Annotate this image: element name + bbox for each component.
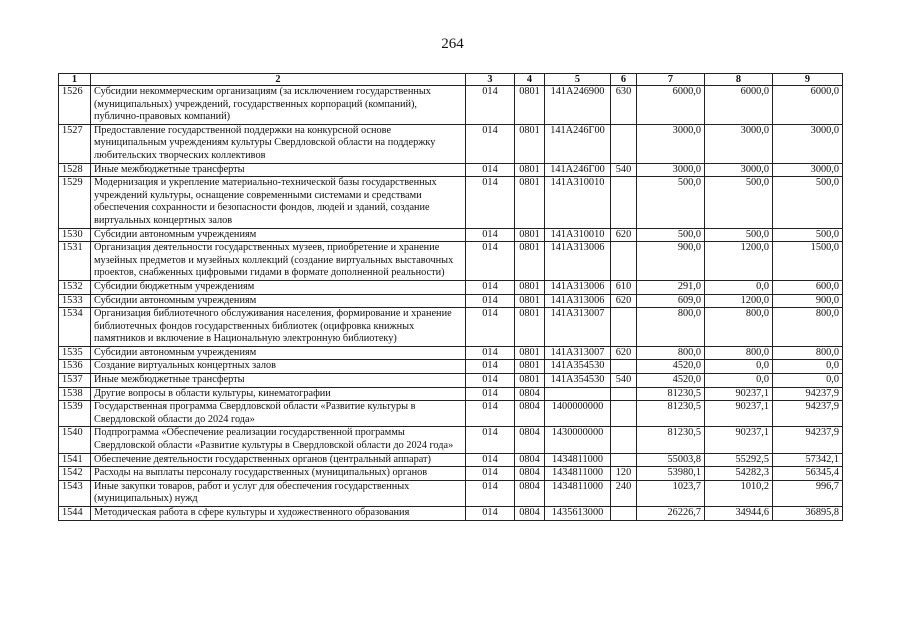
- row-target-code: 141A354530: [545, 360, 611, 374]
- row-expense-type: 540: [611, 374, 637, 388]
- row-value-col8: 0,0: [705, 280, 773, 294]
- row-value-col9: 3000,0: [773, 124, 843, 163]
- row-target-code: 141A310010: [545, 177, 611, 228]
- header-cell-9: 9: [773, 74, 843, 86]
- table-row: [59, 427, 843, 453]
- row-target-code: 141A310010: [545, 228, 611, 242]
- row-value-col7: 500,0: [637, 177, 705, 228]
- row-name: Обеспечение деятельности государственных органов (центральный аппарат): [91, 453, 466, 467]
- row-value-col8: 1010,2: [705, 480, 773, 506]
- row-value-col9: 800,0: [773, 308, 843, 347]
- row-section-code: 0804: [515, 387, 545, 401]
- table-row: [59, 124, 843, 163]
- table-body: [59, 86, 843, 521]
- row-section-code: 0801: [515, 346, 545, 360]
- row-number: 1531: [59, 242, 91, 281]
- row-section-code: 0801: [515, 86, 545, 125]
- row-section-code: 0804: [515, 507, 545, 521]
- row-number: 1533: [59, 294, 91, 308]
- row-expense-type: 540: [611, 163, 637, 177]
- row-section-code: 0801: [515, 228, 545, 242]
- row-target-code: [545, 387, 611, 401]
- row-section-code: 0804: [515, 427, 545, 453]
- row-name: Методическая работа в сфере культуры и художественного образования: [91, 507, 466, 521]
- table-row: [59, 280, 843, 294]
- row-number: 1530: [59, 228, 91, 242]
- row-expense-type: [611, 308, 637, 347]
- row-ministry-code: 014: [466, 453, 515, 467]
- table-row: [59, 346, 843, 360]
- table-row: [59, 360, 843, 374]
- row-value-col9: 3000,0: [773, 163, 843, 177]
- row-ministry-code: 014: [466, 401, 515, 427]
- row-value-col7: 4520,0: [637, 360, 705, 374]
- row-name: Субсидии некоммерческим организациям (за исключением государственных (муниципальных) учреждений, государственных корпораций (компаний), публично-правовых компаний): [91, 86, 466, 125]
- row-expense-type: 630: [611, 86, 637, 125]
- row-expense-type: 620: [611, 346, 637, 360]
- row-value-col7: 53980,1: [637, 467, 705, 481]
- header-cell-3: 3: [466, 74, 515, 86]
- row-value-col8: 34944,6: [705, 507, 773, 521]
- row-number: 1541: [59, 453, 91, 467]
- row-name: Подпрограмма «Обеспечение реализации государственной программы Свердловской области «Развитие культуры в Свердловской области до 2024 года»: [91, 427, 466, 453]
- row-expense-type: [611, 387, 637, 401]
- row-name: Предоставление государственной поддержки на конкурсной основе муниципальным учреждениям культуры Свердловской области на поддержку любительских творческих коллективов: [91, 124, 466, 163]
- row-target-code: 141A246900: [545, 86, 611, 125]
- row-value-col9: 56345,4: [773, 467, 843, 481]
- row-expense-type: [611, 453, 637, 467]
- row-expense-type: [611, 360, 637, 374]
- table-row: [59, 374, 843, 388]
- row-number: 1528: [59, 163, 91, 177]
- row-ministry-code: 014: [466, 177, 515, 228]
- row-number: 1535: [59, 346, 91, 360]
- row-expense-type: [611, 124, 637, 163]
- row-target-code: 141A313006: [545, 280, 611, 294]
- header-cell-6: 6: [611, 74, 637, 86]
- row-expense-type: [611, 401, 637, 427]
- row-section-code: 0804: [515, 480, 545, 506]
- row-value-col9: 0,0: [773, 374, 843, 388]
- row-section-code: 0801: [515, 242, 545, 281]
- row-value-col8: 6000,0: [705, 86, 773, 125]
- row-name: Иные межбюджетные трансферты: [91, 374, 466, 388]
- row-name: Модернизация и укрепление материально-технической базы государственных учреждений культуры, оснащение современными системами и средствами обеспечения сохранности и безопасности фондов, людей и зданий, создание виртуальных концертных залов: [91, 177, 466, 228]
- row-target-code: 1434811000: [545, 453, 611, 467]
- row-value-col8: 0,0: [705, 360, 773, 374]
- row-number: 1539: [59, 401, 91, 427]
- row-target-code: 1434811000: [545, 467, 611, 481]
- row-number: 1529: [59, 177, 91, 228]
- table-row: [59, 453, 843, 467]
- row-value-col7: 800,0: [637, 308, 705, 347]
- row-value-col9: 6000,0: [773, 86, 843, 125]
- row-ministry-code: 014: [466, 242, 515, 281]
- row-section-code: 0801: [515, 374, 545, 388]
- row-name: Другие вопросы в области культуры, кинематографии: [91, 387, 466, 401]
- row-value-col9: 94237,9: [773, 427, 843, 453]
- row-number: 1538: [59, 387, 91, 401]
- row-ministry-code: 014: [466, 280, 515, 294]
- row-number: 1537: [59, 374, 91, 388]
- row-target-code: 141A313007: [545, 346, 611, 360]
- row-value-col7: 500,0: [637, 228, 705, 242]
- row-number: 1526: [59, 86, 91, 125]
- row-number: 1536: [59, 360, 91, 374]
- row-section-code: 0801: [515, 163, 545, 177]
- row-number: 1543: [59, 480, 91, 506]
- row-value-col8: 1200,0: [705, 242, 773, 281]
- row-target-code: 141A313006: [545, 294, 611, 308]
- row-name: Организация деятельности государственных музеев, приобретение и хранение музейных предметов и музейных коллекций (создание виртуальных выставочных проектов, снабженных цифровыми гидами в формате дополненной реальности): [91, 242, 466, 281]
- row-name: Субсидии автономным учреждениям: [91, 294, 466, 308]
- row-value-col8: 90237,1: [705, 427, 773, 453]
- row-name: Расходы на выплаты персоналу государственных (муниципальных) органов: [91, 467, 466, 481]
- row-target-code: 141A313006: [545, 242, 611, 281]
- row-value-col7: 291,0: [637, 280, 705, 294]
- row-section-code: 0801: [515, 280, 545, 294]
- row-ministry-code: 014: [466, 124, 515, 163]
- row-value-col9: 996,7: [773, 480, 843, 506]
- row-value-col9: 36895,8: [773, 507, 843, 521]
- row-name: Организация библиотечного обслуживания населения, формирование и хранение библиотечных фондов государственных библиотек (оцифровка книжных памятников и включение в Национальную электронную библиотеку): [91, 308, 466, 347]
- row-value-col8: 54282,3: [705, 467, 773, 481]
- row-value-col8: 500,0: [705, 177, 773, 228]
- row-target-code: 141A313007: [545, 308, 611, 347]
- row-value-col8: 800,0: [705, 346, 773, 360]
- row-ministry-code: 014: [466, 507, 515, 521]
- row-expense-type: 610: [611, 280, 637, 294]
- row-value-col9: 0,0: [773, 360, 843, 374]
- table-row: [59, 163, 843, 177]
- row-expense-type: [611, 177, 637, 228]
- header-cell-5: 5: [545, 74, 611, 86]
- row-expense-type: 620: [611, 294, 637, 308]
- row-value-col7: 3000,0: [637, 163, 705, 177]
- row-ministry-code: 014: [466, 360, 515, 374]
- row-value-col9: 500,0: [773, 177, 843, 228]
- row-value-col7: 81230,5: [637, 401, 705, 427]
- row-name: Субсидии автономным учреждениям: [91, 346, 466, 360]
- header-cell-2: 2: [91, 74, 466, 86]
- row-ministry-code: 014: [466, 86, 515, 125]
- table-row: [59, 507, 843, 521]
- row-value-col9: 94237,9: [773, 387, 843, 401]
- row-value-col7: 800,0: [637, 346, 705, 360]
- table-row: [59, 467, 843, 481]
- row-target-code: 141A246Г00: [545, 163, 611, 177]
- row-value-col8: 3000,0: [705, 124, 773, 163]
- table-row: [59, 228, 843, 242]
- header-row: [59, 74, 843, 86]
- row-name: Субсидии бюджетным учреждениям: [91, 280, 466, 294]
- row-value-col7: 4520,0: [637, 374, 705, 388]
- row-value-col9: 800,0: [773, 346, 843, 360]
- row-value-col8: 90237,1: [705, 387, 773, 401]
- table-row: [59, 86, 843, 125]
- row-target-code: 1400000000: [545, 401, 611, 427]
- table-row: [59, 480, 843, 506]
- row-value-col8: 55292,5: [705, 453, 773, 467]
- row-target-code: 141A246Г00: [545, 124, 611, 163]
- table-row: [59, 308, 843, 347]
- row-ministry-code: 014: [466, 374, 515, 388]
- row-expense-type: 240: [611, 480, 637, 506]
- page-number: 264: [441, 36, 464, 52]
- row-number: 1534: [59, 308, 91, 347]
- row-value-col7: 609,0: [637, 294, 705, 308]
- row-section-code: 0801: [515, 177, 545, 228]
- row-value-col9: 94237,9: [773, 401, 843, 427]
- row-value-col7: 6000,0: [637, 86, 705, 125]
- row-section-code: 0801: [515, 360, 545, 374]
- row-ministry-code: 014: [466, 467, 515, 481]
- row-target-code: 1435613000: [545, 507, 611, 521]
- row-section-code: 0801: [515, 308, 545, 347]
- row-section-code: 0801: [515, 124, 545, 163]
- row-value-col8: 800,0: [705, 308, 773, 347]
- row-section-code: 0804: [515, 401, 545, 427]
- row-target-code: 141A354530: [545, 374, 611, 388]
- row-value-col7: 3000,0: [637, 124, 705, 163]
- row-section-code: 0804: [515, 453, 545, 467]
- table-row: [59, 294, 843, 308]
- row-section-code: 0804: [515, 467, 545, 481]
- table-row: [59, 387, 843, 401]
- header-cell-4: 4: [515, 74, 545, 86]
- row-value-col7: 81230,5: [637, 387, 705, 401]
- row-value-col8: 1200,0: [705, 294, 773, 308]
- row-ministry-code: 014: [466, 163, 515, 177]
- table-row: [59, 177, 843, 228]
- budget-table: [58, 73, 843, 521]
- row-name: Создание виртуальных концертных залов: [91, 360, 466, 374]
- header-cell-7: 7: [637, 74, 705, 86]
- row-value-col8: 90237,1: [705, 401, 773, 427]
- row-value-col7: 81230,5: [637, 427, 705, 453]
- row-number: 1540: [59, 427, 91, 453]
- row-value-col9: 1500,0: [773, 242, 843, 281]
- row-expense-type: [611, 507, 637, 521]
- row-expense-type: 120: [611, 467, 637, 481]
- row-name: Государственная программа Свердловской области «Развитие культуры в Свердловской области до 2024 года»: [91, 401, 466, 427]
- row-ministry-code: 014: [466, 294, 515, 308]
- row-number: 1527: [59, 124, 91, 163]
- row-ministry-code: 014: [466, 387, 515, 401]
- table-row: [59, 242, 843, 281]
- row-value-col9: 57342,1: [773, 453, 843, 467]
- header-cell-1: 1: [59, 74, 91, 86]
- table-row: [59, 401, 843, 427]
- row-ministry-code: 014: [466, 480, 515, 506]
- header-cell-8: 8: [705, 74, 773, 86]
- row-number: 1532: [59, 280, 91, 294]
- row-value-col7: 55003,8: [637, 453, 705, 467]
- row-number: 1542: [59, 467, 91, 481]
- row-expense-type: [611, 242, 637, 281]
- row-ministry-code: 014: [466, 308, 515, 347]
- row-name: Иные межбюджетные трансферты: [91, 163, 466, 177]
- row-value-col9: 600,0: [773, 280, 843, 294]
- row-value-col8: 3000,0: [705, 163, 773, 177]
- row-value-col7: 26226,7: [637, 507, 705, 521]
- row-ministry-code: 014: [466, 346, 515, 360]
- row-name: Иные закупки товаров, работ и услуг для обеспечения государственных (муниципальных) нужд: [91, 480, 466, 506]
- row-value-col8: 500,0: [705, 228, 773, 242]
- row-number: 1544: [59, 507, 91, 521]
- row-value-col7: 1023,7: [637, 480, 705, 506]
- row-value-col9: 500,0: [773, 228, 843, 242]
- row-expense-type: 620: [611, 228, 637, 242]
- row-ministry-code: 014: [466, 427, 515, 453]
- row-ministry-code: 014: [466, 228, 515, 242]
- row-value-col8: 0,0: [705, 374, 773, 388]
- row-expense-type: [611, 427, 637, 453]
- row-name: Субсидии автономным учреждениям: [91, 228, 466, 242]
- row-target-code: 1430000000: [545, 427, 611, 453]
- row-target-code: 1434811000: [545, 480, 611, 506]
- row-section-code: 0801: [515, 294, 545, 308]
- row-value-col9: 900,0: [773, 294, 843, 308]
- row-value-col7: 900,0: [637, 242, 705, 281]
